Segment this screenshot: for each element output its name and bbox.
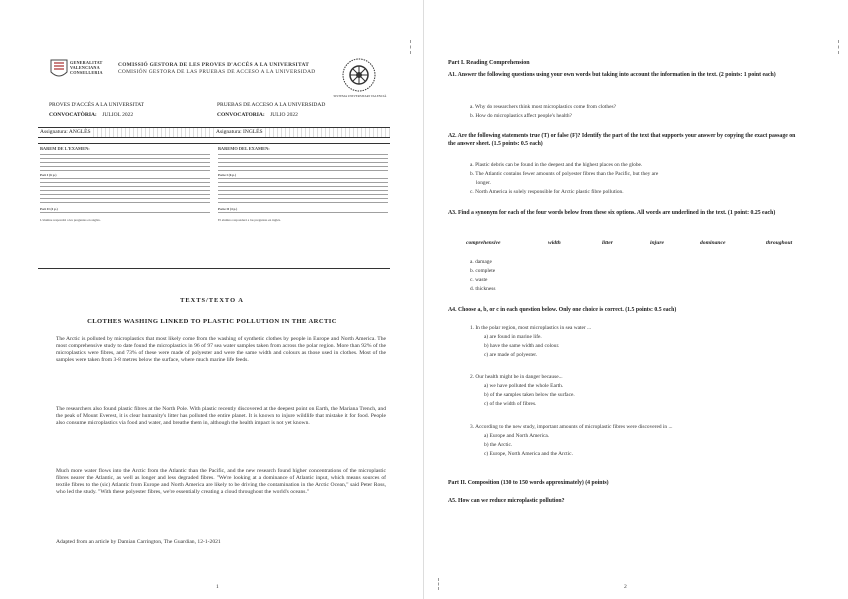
- part1-text-lines: [40, 177, 210, 205]
- article-paragraph: The Arctic is polluted by microplastics that most likely come from the washing of synthetic clothes by people in Europe and North America. The most comprehensive study to date found the microplastics in 96 of 97 sea water samples taken from across the polar region. More than 92% of the microplastics were fibres, and 73% of these were made of polyester and were the same width and colours as those used in clothes. Most of the samples were taken from 3-8 metres below the surface, where much marine life feeds.: [56, 336, 386, 363]
- question-a4-option: a) are found in marine life.: [484, 334, 542, 340]
- question-a4-option: b) have the same width and colour.: [484, 343, 560, 349]
- article-title: CLOTHES WASHING LINKED TO PLASTIC POLLUTION IN THE ARCTIC: [87, 318, 337, 325]
- subject-row: [38, 127, 390, 138]
- question-a4-option: c) are made of polyester.: [484, 352, 538, 358]
- question-a4-3: 3. According to the new study, important amounts of microplastic fibres were discovered in ...: [470, 424, 673, 430]
- exam-name-es: PRUEBAS DE ACCESO A LA UNIVERSIDAD: [217, 102, 326, 108]
- word-option: injure: [650, 240, 664, 246]
- word-option: litter: [602, 240, 613, 246]
- commission-title-val: COMISSIÓ GESTORA DE LES PROVES D'ACCÉS A LA UNIVERSITAT: [118, 62, 310, 68]
- page-number: 1: [216, 584, 219, 590]
- convocation-es: CONVOCATORIA: JULIO 2022: [217, 112, 298, 118]
- question-a2-item: longer.: [476, 180, 491, 186]
- word-option: comprehensive: [466, 240, 501, 246]
- question-a2-item: a. Plastic debris can be found in the deepest and the highest places on the globe.: [470, 162, 643, 168]
- exam-instructions-box: [38, 143, 390, 269]
- margin-dash-right: [838, 40, 839, 54]
- part2-text-lines: [40, 211, 210, 216]
- question-a4-heading: A4. Choose a, b, or c in each question below. Only one choice is correct. (1.5 points: 0.5 each): [448, 307, 677, 313]
- question-a4-option: a) Europe and North America.: [484, 433, 550, 439]
- seal-caption: SISTEMA UNIVERSITARI VALENCIÀ: [333, 94, 387, 98]
- generalitat-crest-logo: [48, 58, 70, 82]
- exam-header-table: [46, 100, 382, 120]
- university-seal-logo: [340, 56, 378, 94]
- question-a4-option: c) of the width of fibres.: [484, 401, 537, 407]
- question-a5-heading: A5. How can we reduce microplastic pollution?: [448, 498, 565, 504]
- question-a1-item: b. How do microplastics affect people's health?: [470, 113, 572, 119]
- question-a2-item: b. The Atlantic contains fewer amounts of polyester fibres than the Pacific, but they are: [470, 171, 659, 177]
- question-a3-item: b. complete: [470, 268, 496, 274]
- word-option: throughout: [766, 240, 793, 246]
- texts-title: TEXTS/TEXTO A: [180, 297, 244, 304]
- instructions-text-lines: [218, 153, 388, 171]
- question-a4-option: b) the Arctic.: [484, 442, 513, 448]
- commission-title: [118, 62, 330, 76]
- part1-title: Part I. Reading Comprehension: [448, 60, 530, 66]
- question-a2-heading: A2. Are the following statements true (T) or false (F)? Identify the part of the text that supports your answer by copying the exact passage on the answer sheet. (1.5 points: 0.5 each): [448, 133, 796, 147]
- question-a4-option: b) of the samples taken below the surface.: [484, 392, 575, 398]
- crest-caption: GENERALITAT VALENCIANA CONSELLERIA: [70, 60, 103, 75]
- question-a1-item: a. Why do researchers think most microplastics come from clothes?: [470, 104, 617, 110]
- part2-title: Part II. Composition (130 to 150 words approximately) (4 points): [448, 480, 609, 486]
- instructions-text-lines: [40, 153, 210, 171]
- question-a4-option: a) we have polluted the whole Earth.: [484, 383, 564, 389]
- article-credit: Adapted from an article by Damian Carrington, The Guardian, 12-1-2021: [56, 539, 221, 545]
- part1-text-lines: [218, 177, 388, 205]
- page-number: 2: [624, 584, 627, 590]
- word-option: dominance: [700, 240, 726, 246]
- question-a1-heading: A1. Answer the following questions using your own words but taking into account the information in the text. (2 points: 1 point each): [448, 72, 776, 78]
- word-option: width: [548, 240, 561, 246]
- article-paragraph: Much more water flows into the Arctic from the Atlantic than the Pacific, and the new research found higher concentrations of the microplastic fibres nearer the Atlantic, as well as longer and less degraded fibres. "We're looking at a dominance of Atlantic input, which means sources of textile fibres to the (sic) Atlantic from Europe and North America are likely to be driving the contamination in the Arctic Ocean," said Peter Ross, who led the study. "With these polyester fibres, we're essentially creating a cloud throughout the world's oceans.": [56, 468, 386, 495]
- question-a3-item: d. thickness: [470, 286, 496, 292]
- question-a3-item: c. waste: [470, 277, 488, 283]
- question-a3-heading: A3. Find a synonym for each of the four words below from these six options. All words are underlined in the text. (1 point: 0.25 each): [448, 210, 776, 216]
- exam-name-val: PROVES D'ACCÉS A LA UNIVERSITAT: [49, 102, 144, 108]
- question-a4-2: 2. Our health might be in danger because...: [470, 374, 563, 380]
- commission-title-es: COMISIÓN GESTORA DE LAS PRUEBAS DE ACCESO A LA UNIVERSIDAD: [118, 69, 316, 76]
- convocation-val: CONVOCATÒRIA: JULIOL 2022: [49, 112, 134, 118]
- part2-text-lines: [218, 211, 388, 216]
- subject-val: Assignatura: ANGLÈS: [40, 129, 91, 135]
- question-a2-item: c. North America is solely responsible for Arctic plastic fibre pollution.: [470, 189, 624, 195]
- margin-dash-bottom: [438, 578, 439, 590]
- subject-es: Asignatura: INGLÉS: [216, 129, 263, 135]
- question-a4-1: 1. In the polar region, most microplastics in sea water ...: [470, 325, 592, 331]
- instructions-spanish: BAREMO DEL EXAMEN: Parte I (6 p.) Parte II (4 p.) El alumno responderá a las preguntas en inglés.: [218, 146, 388, 222]
- question-a4-option: c) Europe, North America and the Arctic.: [484, 451, 573, 457]
- question-a3-item: a. damage: [470, 259, 492, 265]
- article-paragraph: The researchers also found plastic fibres at the North Pole. With plastic recently discovered at the deepest point on Earth, the Mariana Trench, and the peak of Mount Everest, it is clear humanity's litter has polluted the entire planet. It is known to injure wildlife that mistake it for food. People also consume microplastics via food and water, and breathe them in, although the health impact is not yet known.: [56, 406, 386, 426]
- instructions-valencian: BAREM DE L'EXAMEN: Part I (6 p.) Part II (4 p.) L'alumne respondrà a les preguntes en anglès.: [40, 146, 210, 222]
